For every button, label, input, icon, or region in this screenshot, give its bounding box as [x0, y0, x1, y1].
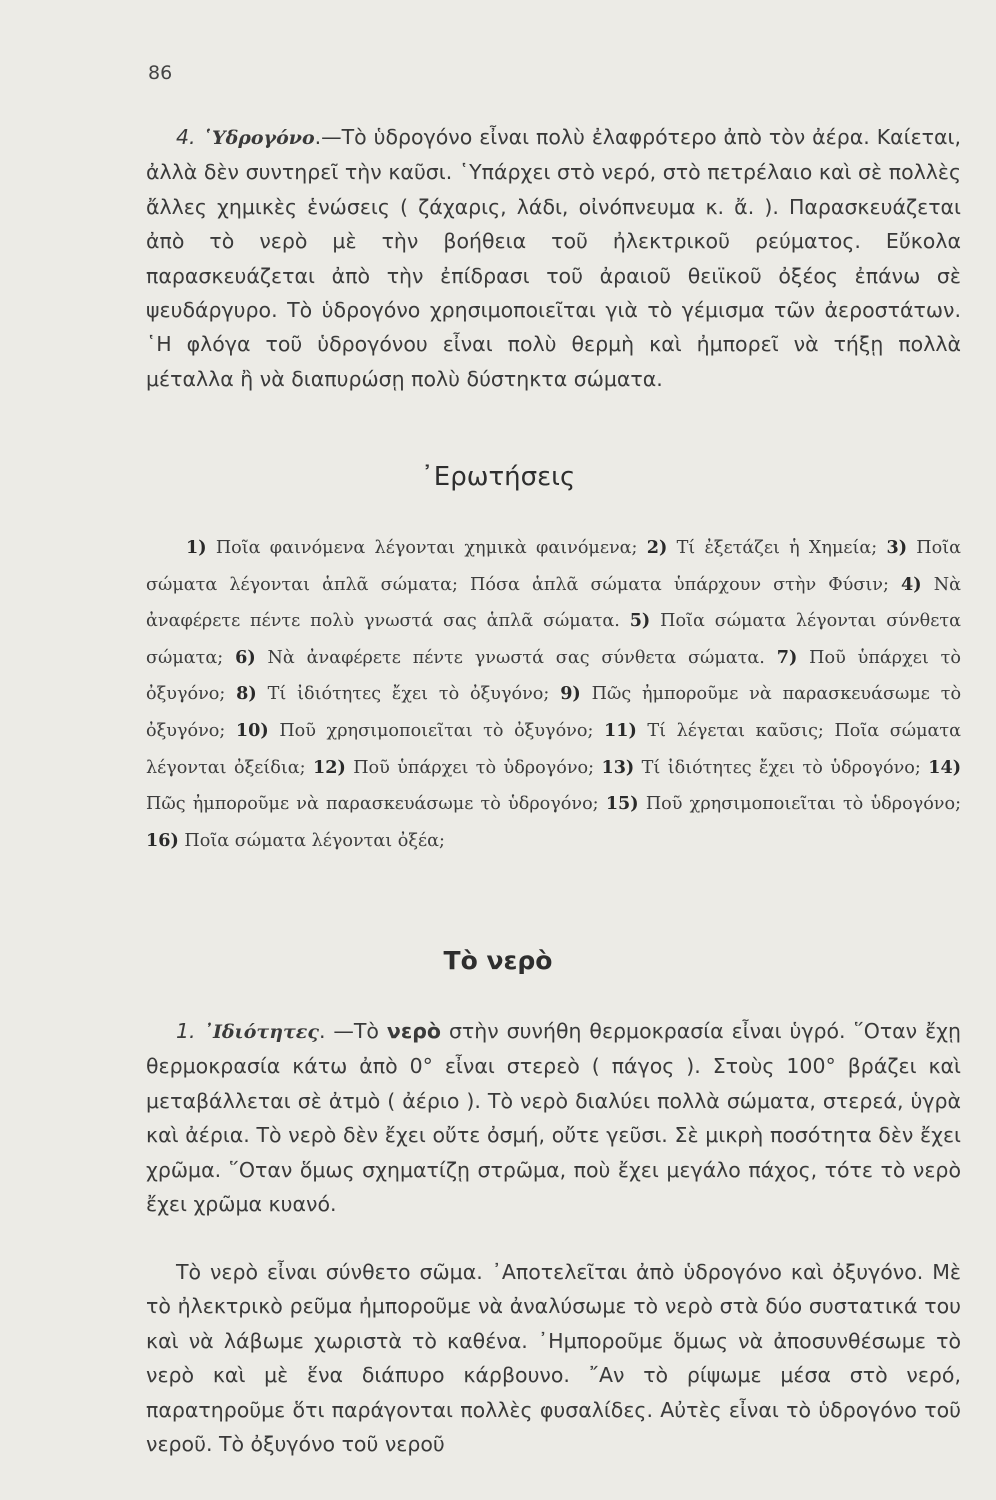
section-number: 4. — [176, 125, 196, 149]
questions-paragraph — [146, 530, 961, 859]
question-text: Ποῦ ὑπάρχει τὸ ὑδρογόνο; — [353, 757, 595, 778]
question-text: Ποῖα φαινόμενα λέγονται χημικὰ φαινόμενα; — [215, 538, 638, 558]
question-number: 15) — [605, 793, 639, 815]
question-number: 4) — [901, 573, 922, 595]
question-text: Τί ἐξετάζει ἡ Χημεία; — [676, 538, 878, 558]
question-item — [647, 538, 877, 558]
question-text: Πῶς ἠμποροῦμε νὰ παρασκευάσωμε τὸ ὀξυγόνο; — [146, 684, 962, 741]
section-title: ᾿Ιδιότητες — [203, 1021, 319, 1043]
question-text: Ποῦ ὑπάρχει τὸ ὀξυγόνο; — [146, 647, 961, 705]
water-paragraph-2 — [146, 1255, 961, 1461]
question-text: Ποῖα σώματα λέγονται ὀξέα; — [184, 830, 445, 851]
question-item — [606, 794, 961, 814]
section-text: Τὸ νερὸ εἶναι σύνθετο σῶμα. ᾿Αποτελεῖται ἀπὸ ὑδρογόνο καὶ ὀξυγόνο. Μὲ τὸ ἠλεκτρικὸ ρεῦμα ἠμποροῦμε νὰ ἀναλύσωμε τὸ νερὸ στὰ δύο συστατικά του καὶ νὰ λάβωμε χωριστὰ τὸ καθένα. ᾿Ημποροῦμε ὅμως νὰ ἀποσυνθέσωμε τὸ νερὸ καὶ μὲ ἕνα διάπυρο κάρβουνο. ῎Αν τὸ ρίψωμε μέσα στὸ νερό, παρατηροῦμε ὅτι παράγονται πολλὲς φυσαλίδες. Αὐτὲς εἶναι τὸ ὑδρογόνο τοῦ νεροῦ. Τὸ ὀξυγόνο τοῦ νεροῦ — [146, 1260, 961, 1457]
question-item — [186, 538, 637, 558]
question-text: Πῶς ἠμποροῦμε νὰ παρασκευάσωμε τὸ ὑδρογόνο; — [146, 794, 599, 815]
lead-text: . —Τὸ — [318, 1019, 387, 1043]
question-text: Ποῖα σώματα λέγονται σύνθετα σώματα; — [146, 611, 961, 668]
question-number: 12) — [312, 756, 346, 778]
question-text: Τί λέγεται καῦσις; Ποῖα σώματα λέγονται ὀξείδια; — [146, 720, 962, 778]
question-text: Ποῦ χρησιμοποιεῖται τὸ ὑδρογόνο; — [645, 794, 962, 815]
question-item — [313, 758, 594, 778]
question-item — [146, 831, 445, 851]
question-text: Ποῖα σώματα λέγονται ἁπλᾶ σώματα; Πόσα ἁπλᾶ σώματα ὑπάρχουν στὴν Φύσιν; — [146, 538, 962, 595]
keyword: νερὸ — [386, 1019, 442, 1043]
questions-heading: ᾿Ερωτήσεις — [420, 462, 576, 492]
question-number: 13) — [601, 756, 635, 778]
question-number: 14) — [928, 756, 962, 778]
hydrogen-paragraph — [146, 120, 961, 396]
question-item — [235, 648, 765, 668]
question-number: 3) — [886, 537, 908, 558]
question-item — [236, 684, 549, 704]
question-text: Νὰ ἀναφέρετε πέντε γνωστά σας σύνθετα σώματα. — [267, 647, 765, 668]
question-number: 9) — [560, 683, 581, 705]
section-text: .—Τὸ ὑδρογόνο εἶναι πολὺ ἐλαφρότερο ἀπὸ τὸν ἀέρα. Καίεται, ἀλλὰ δὲν συντηρεῖ τὴν καῦσι. ῾Υπάρχει στὸ νερό, στὸ πετρέλαιο καὶ σὲ πολλὲς ἄλλες χημικὲς ἑνώσεις ( ζάχαρις, λάδι, οἰνόπνευμα κ. ἄ. ). Παρασκευάζεται ἀπὸ τὸ νερὸ μὲ τὴν βοήθεια τοῦ ἠλεκτρικοῦ ρεύματος. Εὔκολα παρασκευάζεται ἀπὸ τὴν ἐπίδρασι τοῦ ἀραιοῦ θειϊκοῦ ὀξέος ἐπάνω σὲ ψευδάργυρο. Τὸ ὑδρογόνο χρησιμοποιεῖται γιὰ τὸ γέμισμα τῶν ἀεροστάτων. ῾Η φλόγα τοῦ ὑδρογόνου εἶναι πολὺ θερμὴ καὶ ἠμπορεῖ νὰ τήξῃ πολλὰ μέταλλα ἢ νὰ διαπυρώσῃ πολὺ δύστηκτα σώματα. — [146, 125, 961, 391]
page-number: 86 — [148, 62, 173, 84]
question-item — [601, 758, 920, 778]
questions-list — [146, 538, 961, 851]
question-text: Τί ἰδιότητες ἔχει τὸ ὀξυγόνο; — [267, 684, 550, 705]
question-item — [236, 721, 593, 741]
question-number: 16) — [146, 829, 179, 851]
section-number: 1. — [176, 1019, 196, 1043]
question-number: 2) — [646, 537, 668, 558]
question-text: Ποῦ χρησιμοποιεῖται τὸ ὀξυγόνο; — [279, 720, 594, 741]
question-number: 1) — [186, 537, 207, 558]
water-paragraph-1 — [146, 1014, 961, 1221]
question-text: Νὰ ἀναφέρετε πέντε πολὺ γνωστά σας ἁπλᾶ σώματα. — [146, 574, 962, 632]
question-number: 6) — [235, 646, 256, 668]
question-number: 5) — [629, 610, 651, 632]
question-number: 11) — [603, 719, 637, 741]
section-text: στὴν συνήθη θερμοκρασία εἶναι ὑγρό. ῞Οταν ἔχῃ θερμοκρασία κάτω ἀπὸ 0° εἶναι στερεὸ ( πάγος ). Στοὺς 100° βράζει καὶ μεταβάλλεται σὲ ἀτμὸ ( ἀέριο ). Τὸ νερὸ διαλύει πολλὰ σώματα, στερεά, ὑγρὰ καὶ ἀέρια. Τὸ νερὸ δὲν ἔχει οὔτε ὀσμή, οὔτε γεῦσι. Σὲ μικρὴ ποσότητα δὲν ἔχει χρῶμα. ῞Οταν ὅμως σχηματίζῃ στρῶμα, ποὺ ἔχει μεγάλο πάχος, τότε τὸ νερὸ ἔχει χρῶμα κυανό. — [146, 1019, 961, 1217]
question-number: 10) — [235, 719, 269, 741]
section-title: ῾Υδρογόνο — [202, 127, 315, 149]
question-number: 8) — [236, 683, 257, 705]
question-text: Τί ἰδιότητες ἔχει τὸ ὑδρογόνο; — [641, 757, 921, 778]
water-heading: Τὸ νερὸ — [443, 946, 553, 975]
question-number: 7) — [776, 646, 798, 668]
